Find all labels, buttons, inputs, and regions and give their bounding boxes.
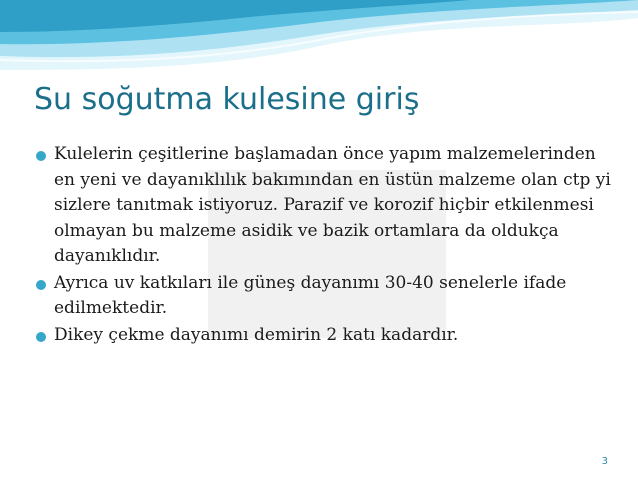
bullet-dot-icon	[36, 280, 46, 290]
bullet-dot-icon	[36, 151, 46, 161]
wave-header-decoration	[0, 0, 638, 90]
bullet-text: Dikey çekme dayanımı demirin 2 katı kadardır.	[54, 324, 459, 345]
page-number: 3	[601, 456, 608, 467]
bullet-dot-icon	[36, 332, 46, 342]
bullet-item	[36, 142, 616, 270]
bullet-list	[36, 142, 616, 349]
slide-title: Su soğutma kulesine giriş	[34, 82, 420, 117]
bullet-text: Ayrıca uv katkıları ile güneş dayanımı 30-40 senelerle ifade edilmektedir.	[54, 272, 567, 318]
bullet-item	[36, 271, 616, 322]
bullet-item	[36, 323, 616, 349]
bullet-text: Kulelerin çeşitlerine başlamadan önce yapım malzemelerinden en yeni ve dayanıklılık bakımından en üstün malzeme olan ctp yi sizlere tanıtmak istiyoruz. Parazif ve korozif hiçbir etkilenmesi olmayan bu malzeme asidik ve bazik ortamlara da oldukça dayanıklıdır.	[54, 144, 611, 266]
